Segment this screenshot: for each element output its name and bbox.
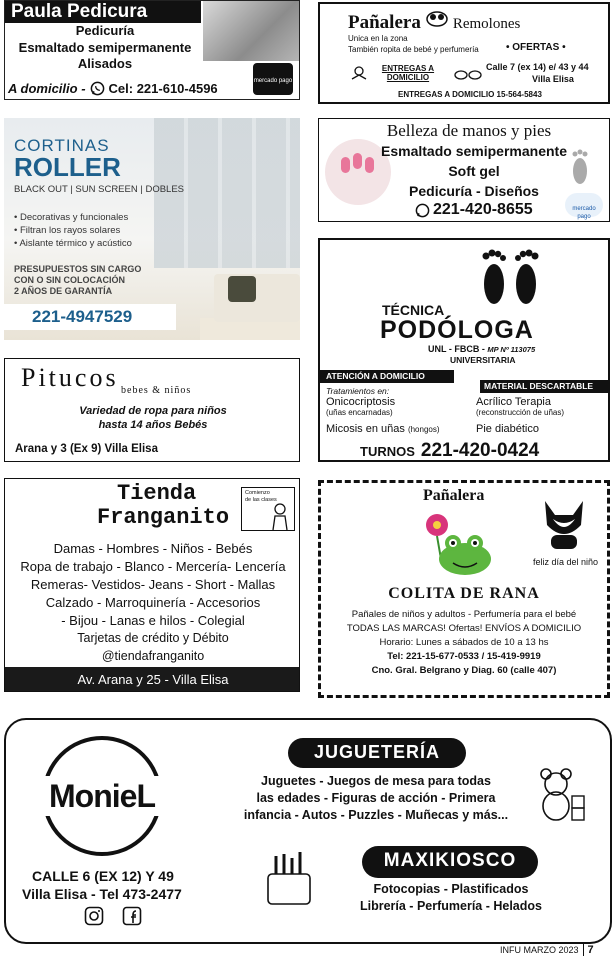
podologa-tecnica: TÉCNICA — [382, 302, 445, 318]
belleza-softgel: Soft gel — [448, 163, 500, 179]
maxikiosco-line: Librería - Perfumería - Helados — [359, 899, 542, 913]
baby-icon — [350, 66, 368, 80]
maxikiosco-pill — [362, 846, 538, 878]
remolones-name-b: Remolones — [452, 16, 521, 32]
moniel-city-tel: Villa Elisa - Tel 473-2477 — [22, 886, 182, 902]
treatment-name: Acrílico Terapia — [476, 396, 551, 408]
cortinas-bullet: • Aislante térmico y acústico — [14, 238, 132, 249]
colita-line: Pañales de niños y adultos - Perfumería para el bebé — [351, 609, 577, 620]
paula-phone: Cel: 221-610-4596 — [108, 80, 218, 96]
maxikiosco-line: Fotocopias - Plastificados — [373, 882, 529, 896]
foot-icon — [569, 147, 591, 187]
jugueteria-pill — [288, 738, 466, 768]
whatsapp-icon — [415, 203, 430, 218]
maxikiosco-title: MAXIKIOSCO — [383, 850, 517, 871]
atencion-bar — [320, 370, 454, 383]
colita-horario: Horario: Lunes a sábados de 10 a 13 hs — [379, 637, 549, 648]
pitucos-sub: bebes & niños — [121, 385, 192, 396]
cortinas-bullet: • Filtran los rayos solares — [14, 225, 121, 236]
sofa-back — [214, 274, 300, 322]
ad-panalera-remolones — [318, 2, 610, 104]
remolones-name — [348, 8, 520, 34]
cortinas-promo: CON O SIN COLOCACIÓN — [14, 275, 126, 285]
cortinas-phone-bar — [4, 304, 176, 330]
school-board — [241, 487, 295, 531]
belleza-phone-row — [415, 201, 533, 219]
treatment-name: Micosis en uñas — [326, 423, 405, 435]
roller-label: ROLLER — [14, 152, 121, 182]
remolones-address: Calle 7 (ex 14) e/ 43 y 44 — [486, 62, 589, 72]
remolones-bottom: ENTREGAS A DOMICILIO 15-564-5843 — [398, 90, 542, 99]
sheep-icon — [425, 8, 449, 28]
colita-name: COLITA DE RANA — [388, 585, 540, 602]
cortinas-label: CORTINAS — [14, 136, 110, 155]
mercado-pago-badge — [565, 193, 603, 220]
mercado-pago-text: mercado pago — [253, 78, 293, 84]
atencion-label: ATENCIÓN A DOMICILIO — [326, 371, 425, 381]
jugueteria-line: Juguetes - Juegos de mesa para todas — [261, 774, 491, 788]
podologa-title: PODÓLOGA — [380, 316, 534, 344]
turnos-phone: 221-420-0424 — [420, 440, 540, 461]
remolones-unica: Unica en la zona — [348, 34, 408, 43]
ad-tienda-franganito — [4, 478, 300, 692]
belleza-pedicuria: Pedicuría - Diseños — [409, 183, 539, 199]
remolones-ofertas: • OFERTAS • — [506, 42, 566, 53]
mercado-pago-text: mercado pago — [572, 206, 596, 220]
pitucos-name: Pitucos — [21, 363, 119, 392]
board-text: Comienzo de las clases — [245, 490, 277, 503]
remolones-tambien: También ropita de bebé y perfumería — [348, 45, 479, 54]
remolones-city: Villa Elisa — [532, 74, 574, 84]
instagram-icon[interactable] — [84, 906, 104, 926]
kid-icon — [268, 502, 292, 532]
whatsapp-icon — [90, 81, 105, 96]
baby-shoes-icon — [454, 68, 482, 80]
paula-service-alisados: Alisados — [77, 56, 133, 71]
paula-domicilio: A domicilio - — [8, 80, 86, 96]
belleza-phone: 221-420-8655 — [433, 201, 533, 218]
franganito-cards: Tarjetas de crédito y Débito — [77, 631, 229, 645]
ad-paula-pedicura — [4, 0, 300, 100]
franganito-instagram: @tiendafranganito — [101, 649, 205, 663]
jugueteria-line: las edades - Figuras de acción - Primera — [256, 791, 496, 805]
jugueteria-line: infancia - Autos - Puzzles - Muñecas y más... — [243, 808, 509, 822]
ad-pitucos — [4, 358, 300, 462]
franganito-name: Franganito — [97, 505, 230, 530]
mercado-pago-logo — [253, 63, 293, 95]
paula-title: Paula Pedicura — [11, 1, 148, 22]
footprints-icon — [476, 246, 546, 308]
colita-line: TODAS LAS MARCAS! Ofertas! ENVÍOS A DOMICILIO — [346, 623, 582, 634]
material-bar — [480, 380, 610, 393]
franganito-products: Remeras- Vestidos- Jeans - Short - Mallas — [30, 577, 276, 592]
franganito-address: Av. Arana y 25 - Villa Elisa — [77, 672, 229, 687]
cortinas-phone: 221-4947529 — [32, 307, 133, 326]
podologa-unl — [428, 344, 535, 354]
facebook-icon[interactable] — [122, 906, 142, 926]
pitucos-variedad: Variedad de ropa para niños — [79, 405, 227, 417]
belleza-esmaltado: Esmaltado semipermanente — [381, 143, 567, 159]
paula-footer — [8, 79, 218, 97]
colita-tel: Tel: 221-15-677-0533 / 15-419-9919 — [387, 651, 541, 662]
fox-icon — [535, 495, 593, 553]
paula-title-bar — [5, 1, 201, 23]
remolones-name-a: Pañalera — [348, 12, 421, 33]
moniel-address: CALLE 6 (EX 12) Y 49 — [32, 868, 174, 884]
turnos-row — [360, 440, 539, 462]
paula-service-esmaltado: Esmaltado semipermanente — [18, 40, 192, 55]
turnos-label: TURNOS — [360, 444, 415, 459]
material-label: MATERIAL DESCARTABLE — [484, 381, 594, 391]
podologa-matricula: MP Nº 113075 — [487, 345, 536, 354]
colita-address: Cno. Gral. Belgrano y Diag. 60 (calle 407) — [371, 665, 557, 676]
ad-belleza-manos-pies — [318, 118, 610, 222]
cortinas-bullet: • Decorativas y funcionales — [14, 212, 129, 223]
pitucos-edades: hasta 14 años Bebés — [98, 419, 208, 431]
moniel-logo: MonieL — [49, 778, 155, 814]
treatment-name: Onicocriptosis — [326, 396, 396, 408]
franganito-products: Ropa de trabajo - Blanco - Mercería- Lencería — [20, 559, 286, 574]
tratamientos-label: Tratamientos en: — [326, 386, 390, 396]
teddy-bear-icon — [536, 766, 592, 824]
treatment-onicocriptosis — [326, 396, 395, 417]
franganito-products: Damas - Hombres - Niños - Bebés — [53, 541, 253, 556]
footer-publication: INFU MARZO 2023 — [500, 945, 579, 955]
page-footer — [500, 944, 594, 956]
treatment-micosis — [326, 423, 440, 435]
franganito-products: - Bijou - Lanas e hilos - Colegial — [61, 613, 245, 628]
treatment-acrilico — [476, 396, 564, 417]
cortinas-types: BLACK OUT | SUN SCREEN | DOBLES — [14, 184, 184, 195]
franganito-address-bar — [5, 667, 300, 692]
podologa-universitaria: UNIVERSITARIA — [450, 355, 516, 365]
colita-panalera: Pañalera — [423, 487, 485, 504]
jugueteria-title: JUGUETERÍA — [313, 742, 440, 762]
ad-tecnica-podologa — [318, 238, 610, 462]
colita-feliz: feliz día del niño — [533, 557, 599, 567]
franganito-tienda: Tienda — [117, 481, 197, 506]
ad-colita-de-rana — [318, 480, 610, 698]
ad-cortinas-roller — [4, 118, 300, 340]
page-number: 7 — [587, 944, 594, 956]
treatment-note: (uñas encarnadas) — [326, 408, 393, 417]
treatment-note: (reconstrucción de uñas) — [476, 408, 565, 417]
cortinas-promo: PRESUPUESTOS SIN CARGO — [14, 264, 142, 274]
belleza-title: Belleza de manos y pies — [386, 121, 552, 140]
footer-divider — [583, 944, 584, 956]
treatment-diabetico: Pie diabético — [476, 423, 539, 435]
podologa-unl-text: UNL - FBCB - — [428, 344, 485, 354]
paula-service-pedicuria: Pedicuría — [75, 23, 135, 38]
treatment-note: (hongos) — [407, 425, 440, 434]
ad-moniel — [4, 718, 612, 944]
pitucos-address: Arana y 3 (Ex 9) Villa Elisa — [15, 443, 158, 455]
frog-flower-icon — [417, 509, 497, 581]
pedicure-photo — [203, 1, 299, 61]
remolones-entregas: ENTREGAS A DOMICILIO — [381, 64, 435, 82]
cortinas-promo: 2 AÑOS DE GARANTÍA — [14, 286, 113, 296]
school-supplies-icon — [264, 850, 314, 908]
franganito-products: Calzado - Marroquinería - Accesorios — [45, 595, 261, 610]
cushion — [228, 276, 256, 302]
